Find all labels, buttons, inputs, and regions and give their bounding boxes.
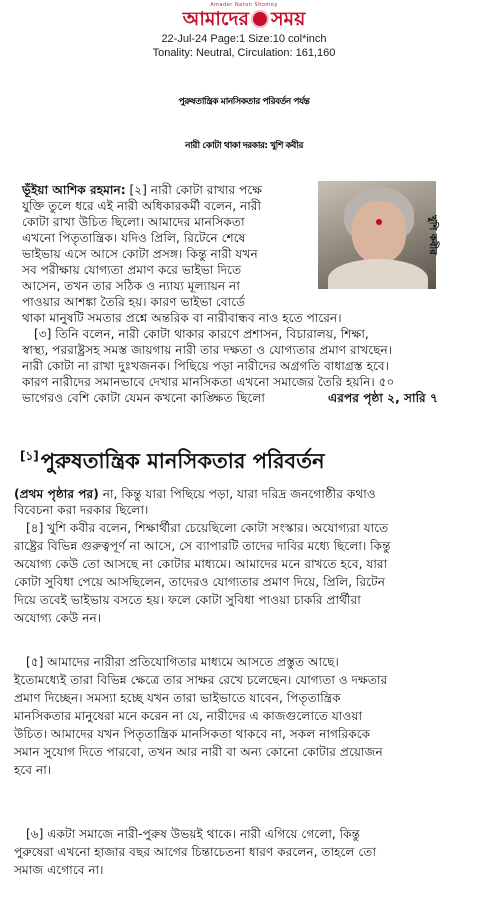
lead-line: ভাগেরও বেশি কোটা যেমন কখনো কাঙ্ক্ষিত ছিলো [22, 391, 265, 405]
masthead-tagline: Amader Naton Shomoy [210, 2, 278, 8]
continuation-line: [৪] খুশি কবীর বলেন, শিক্ষার্থীরা চেয়েছিলো কোটা সংস্কার। অযোগ্যরা যাতে [26, 521, 389, 535]
continuation-line: রাষ্ট্রের বিভিন্ন গুরুত্বপূর্ণ না আসে, সে ব্যাপারটি তাদের দাবির মধ্যে ছিলো। কিন্তু [14, 539, 391, 553]
clipping-meta-date: 22-Jul-24 Page:1 Size:10 col*inch [161, 33, 327, 45]
lead-line: নারী কোটা না রাখা দুঃখজনক। পিছিয়ে পড়া নারীদের অগ্রগতি বাধাগ্রস্ত হবে। [22, 359, 390, 373]
lead-line: কোটা রাখা উচিত ছিলো। আমাদের মানসিকতা [22, 215, 245, 229]
continuation-subheadline [20, 442, 460, 475]
continuation-line: সমাজ এগোবে না। [14, 863, 104, 877]
headline-line-2: নারী কোটা থাকা দরকার: খুশি কবীর [185, 141, 303, 151]
continuation-line: [৬] একটা সমাজে নারী-পুরুষ উভয়ই থাকে। নারী এগিয়ে গেলো, কিন্তু [26, 827, 361, 841]
continuation-line-text: না, কিন্তু যারা পিছিয়ে পড়া, যারা দরিদ্র জনগোষ্ঠীর কথাও [102, 487, 376, 501]
continuation-line: পুরুষেরা এখনো হাজার বছর আগের চিন্তাচেতনা ধারণ করলেন, তাহলে তো [14, 845, 376, 859]
subhead-text: পুরুষতান্ত্রিক মানসিকতার পরিবর্তন [40, 449, 325, 473]
continued-from-label: (প্রথম পৃষ্ঠার পর) [14, 487, 99, 501]
continuation-line: কোটা সুবিধা পেয়ে আসছিলেন, তাদেরও যোগ্যতার প্রমাণ দিয়ে, প্রিলি, রিটেন [14, 575, 385, 589]
lead-line: এখনো পিতৃতান্ত্রিক। যদিও প্রিলি, রিটেনে শেষে [22, 231, 246, 245]
lead-line [22, 182, 262, 198]
newspaper-masthead [0, 2, 488, 30]
continuation-line: অযোগ্য কেউ নন। [14, 611, 102, 625]
continuation-line: মানসিকতার মানুষেরা মনে করেন না যে, নারীদের এ কাজগুলোতে যাওয়া [14, 709, 363, 723]
continuation-line: ইতোমধ্যেই তারা বিভিন্ন ক্ষেত্রে তার সাক্ষর রেখে চলেছেন। যোগ্যতা ও দক্ষতার [14, 673, 388, 687]
logo-text-right: সময় [271, 8, 306, 30]
continuation-line: [৫] আমাদের নারীরা প্রতিযোগিতার মাধ্যমে আসতে প্রস্তুত আছে। [26, 655, 339, 669]
continuation-line [14, 486, 376, 502]
byline: ভূঁইয়া আশিক রহমান: [22, 183, 126, 197]
logo-text-left: আমাদের [182, 8, 249, 30]
lead-line: আসেন, তখন তার সঠিক ও ন্যায্য মূল্যায়ন না [22, 279, 240, 293]
continuation-line: দিয়ে তবেই ভাইভায় বসতে হয়। ফলে কোটা সুবিধা পাওয়া চাকরি প্রার্থীরা [14, 593, 361, 607]
continuation-line: হবে না। [14, 763, 52, 777]
continuation-line: বিবেচনা করা দরকার ছিলো। [14, 503, 149, 517]
continuation-line: প্রমাণ দিচ্ছেন। সমস্যা হচ্ছে যখন তারা ভাইভাতে যাবেন, পিতৃতান্ত্রিক [14, 691, 341, 705]
lead-line: স্বাস্থ্য, পররাষ্ট্রসহ সমস্ত জায়গায় নারী তার দক্ষতা ও যোগ্যতার প্রমাণ রাখছেন। [22, 343, 393, 357]
continuation-line: সমান সুযোগ দিতে পারবো, তখন আর নারী বা অন্য কোনো কোটার প্রয়োজন [14, 745, 383, 759]
lead-line-text: [২] নারী কোটা রাখার পক্ষে [129, 183, 263, 197]
lead-line: [৩] তিনি বলেন, নারী কোটা থাকার কারণে প্রশাসন, বিচারালয়, শিক্ষা, [34, 327, 369, 341]
continuation-line: উচিত। আমাদের যখন পিতৃতান্ত্রিক মানসিকতা থাকবে না, সকল নাগরিককে [14, 727, 371, 741]
continuation-line: অযোগ্য কেউ তো আসছে না কোটার মাধ্যমে। আমাদের মনে রাখতে হবে, যারা [14, 557, 388, 571]
continued-on-page: এরপর পৃষ্ঠা ২, সারি ৭ [328, 391, 438, 405]
lead-line: কারণ নারীদের সমানভাবে দেখার মানসিকতা এখনো সমাজের তৈরি হয়নি। ৫০ [22, 375, 395, 389]
subhead-marker: [১] [20, 449, 39, 463]
lead-line: পাওয়ার আশঙ্কা তৈরি হয়। কারণ ভাইভা বোর্ডে [22, 295, 246, 309]
newspaper-logo [0, 8, 488, 30]
clipping-meta-tonality: Tonality: Neutral, Circulation: 161,160 [152, 47, 336, 59]
portrait-photo [318, 181, 436, 289]
lead-line: সব পরীক্ষায় যোগ্যতা প্রমাণ করে ভাইভা দিতে [22, 263, 242, 277]
lead-line: যুক্তি তুলে ধরে এই নারী অধিকারকর্মী বলেন, নারী [22, 199, 261, 213]
lead-line: ভাইভায় এসে আসে কোটা প্রসঙ্গ। কিন্তু নারী যখন [22, 247, 258, 261]
headline-line-1: পুরুষতান্ত্রিক মানসিকতার পরিবর্তন পর্যন্ত [178, 97, 310, 107]
photo-caption: খুশি কবীর [427, 215, 438, 255]
lead-line: থাকা মানুষটি সমতার প্রশ্নে অন্তরিক বা নারীবান্ধব নাও হতে পারেন। [22, 311, 342, 325]
logo-seal-icon [251, 10, 269, 28]
